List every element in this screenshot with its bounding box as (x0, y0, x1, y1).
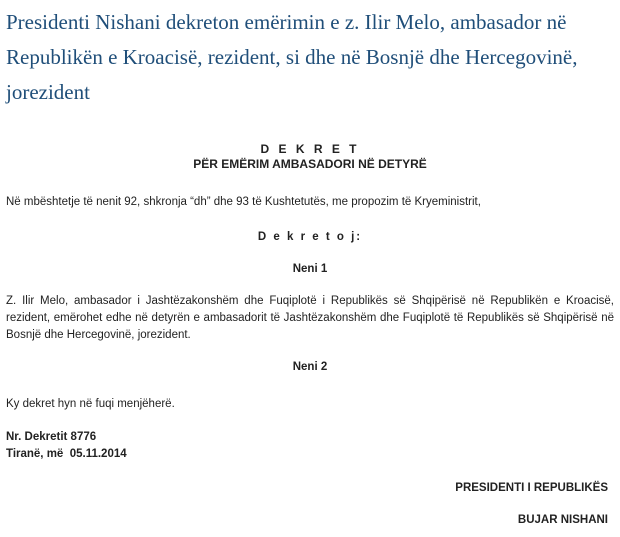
decree-subtitle: PËR EMËRIM AMBASADORI NË DETYRË (193, 157, 427, 171)
article-headline: Presidenti Nishani dekreton emërimin e z. Ilir Melo, ambasador në Republikën e Kroacisë, rezident, si dhe në Bosnjë dhe Hercegovinë, jorezident (6, 10, 578, 104)
article-2-text: Ky dekret hyn në fuqi menjëherë. (6, 398, 175, 410)
article-1-heading: Neni 1 (292, 263, 328, 275)
decree-title: D E K R E T (260, 142, 360, 156)
signature-name: BUJAR NISHANI (517, 514, 608, 526)
decree-place-date: Tiranë, më 05.11.2014 (6, 448, 127, 460)
article-2-heading: Neni 2 (292, 361, 328, 373)
article-1-text: Z. Ilir Melo, ambasador i Jashtëzakonshëm dhe Fuqiplotë i Republikës së Shqipërisë në Republikën e Kroacisë, rezident, emërohet edhe në detyrën e ambasadorit të Jashtëzakonshëm dhe Fuqiplotë të Republikës së Shqipërisë në Bosnjë dhe Hercegovinë, jorezident. (6, 295, 614, 341)
decree-number: Nr. Dekretit 8776 (6, 431, 97, 443)
signature-title: PRESIDENTI I REPUBLIKËS (455, 482, 608, 494)
decree-preamble: Në mbështetje të nenit 92, shkronja “dh” dhe 93 të Kushtetutës, me propozim të Kryeministrit, (6, 196, 481, 208)
decree-dekretoj: D e k r e t o j: (257, 231, 363, 243)
